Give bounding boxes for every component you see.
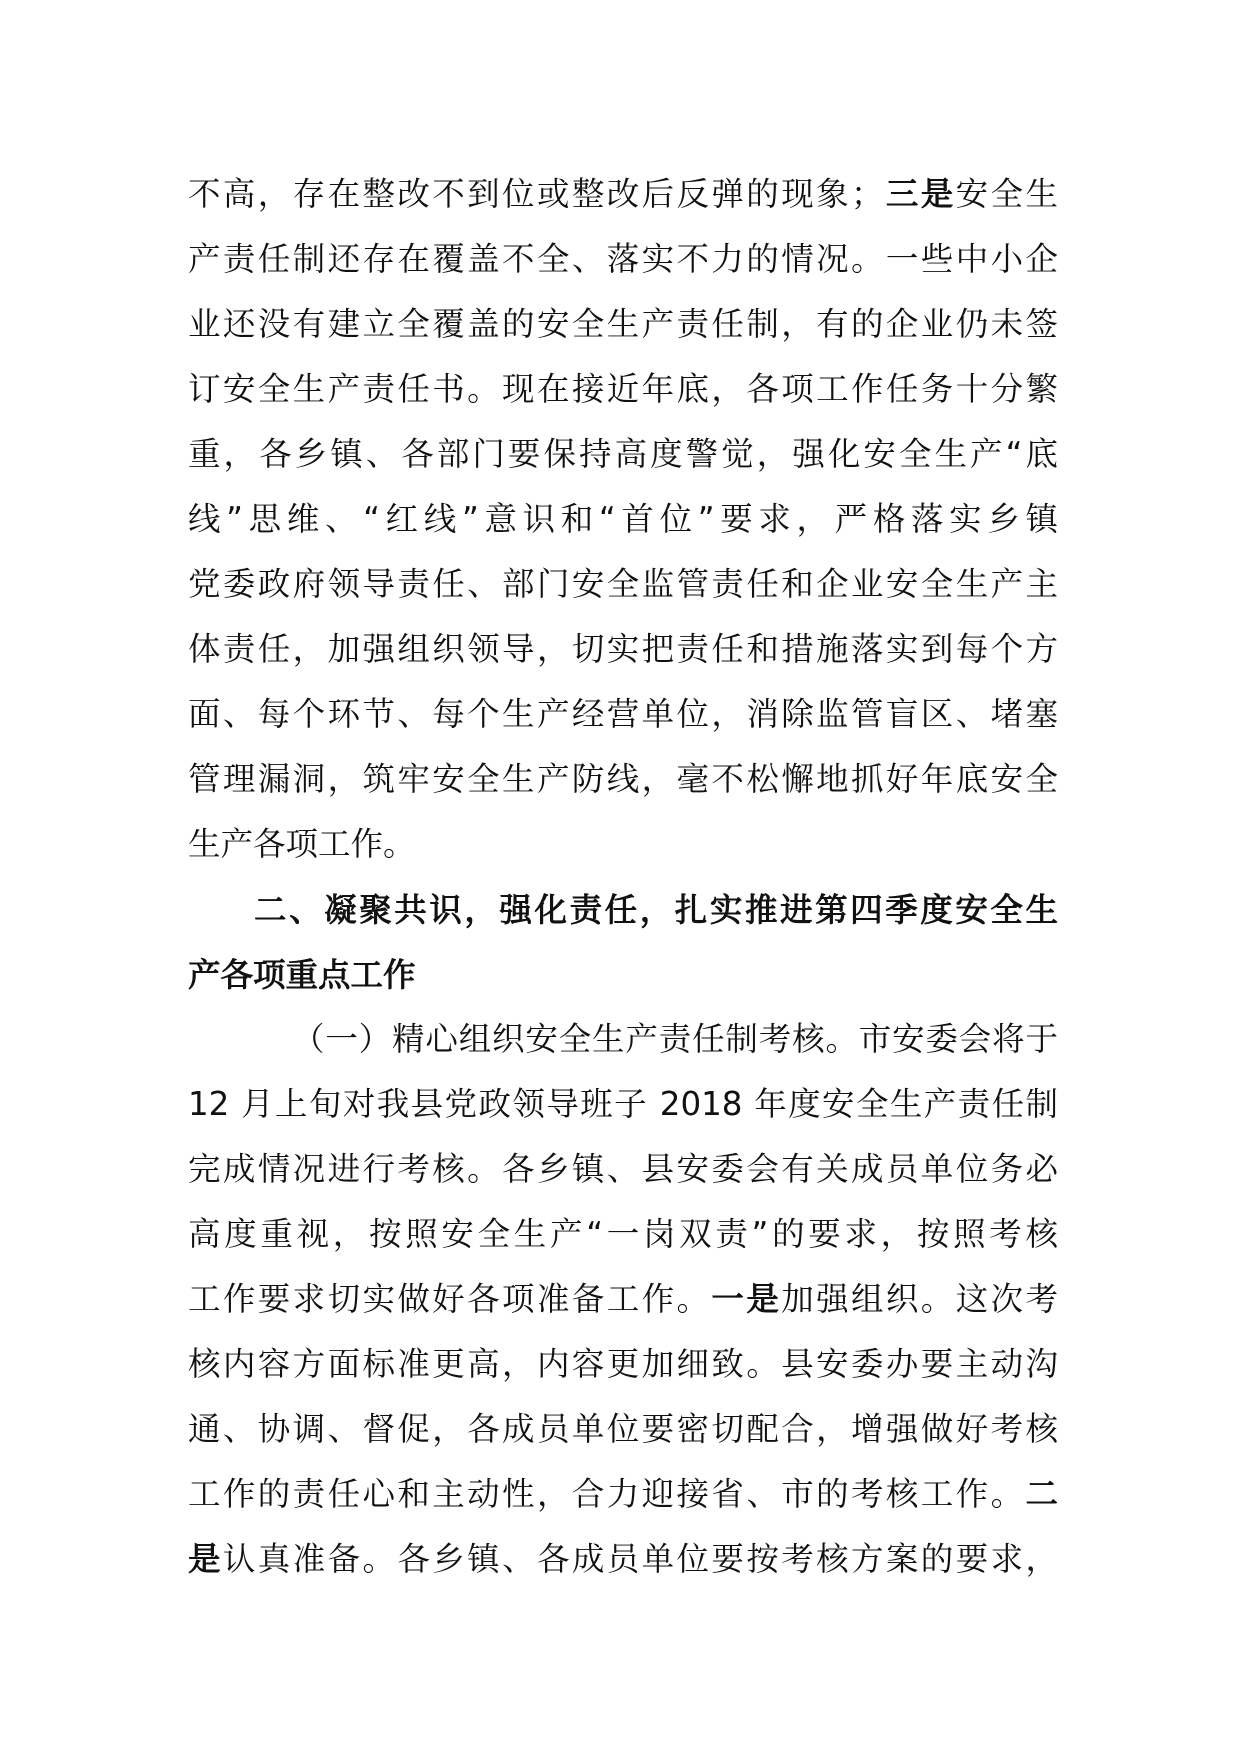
paragraph-line: 12 月上旬对我县党政领导班子 2018 年度安全生产责任制: [188, 1085, 1058, 1123]
text-run: 加强组织。这次考: [781, 1280, 1058, 1318]
paragraph-line: 通、协调、督促，各成员单位要密切配合，增强做好考核: [188, 1410, 1058, 1448]
paragraph-line: [188, 1267, 1058, 1332]
paragraph-line: [188, 162, 1058, 227]
emphasis-text: 三是: [883, 175, 956, 213]
paragraph-line: 党委政府领导责任、部门安全监管责任和企业安全生产主: [188, 565, 1058, 603]
paragraph-line: 订安全生产责任书。现在接近年底，各项工作任务十分繁: [188, 370, 1058, 408]
paragraph-line: 完成情况进行考核。各乡镇、县安委会有关成员单位务必: [188, 1150, 1058, 1188]
emphasis-text: 二: [1025, 1475, 1058, 1513]
paragraph-line: 高度重视，按照安全生产“一岗双责”的要求，按照考核: [188, 1215, 1058, 1253]
text-run: 认真准备。各乡镇、各成员单位要按考核方案的要求，: [222, 1540, 1058, 1578]
paragraph-line: [188, 1462, 1058, 1527]
text-run: 安全生: [955, 175, 1058, 213]
paragraph-line: 管理漏洞，筑牢安全生产防线，毫不松懈地抓好年底安全: [188, 760, 1058, 798]
subsection-title-line: （一）精心组织安全生产责任制考核。市安委会将于: [292, 1020, 1058, 1058]
section-heading: 产各项重点工作: [188, 955, 416, 994]
section-heading: 二、凝聚共识，强化责任，扎实推进第四季度安全生: [254, 890, 1058, 929]
paragraph-line: 线”思维、“红线”意识和“首位”要求，严格落实乡镇: [188, 500, 1058, 538]
paragraph-line: 业还没有建立全覆盖的安全生产责任制，有的企业仍未签: [188, 305, 1058, 343]
paragraph-line: 核内容方面标准更高，内容更加细致。县安委办要主动沟: [188, 1345, 1058, 1383]
text-run: 工作的责任心和主动性，合力迎接省、市的考核工作。: [188, 1475, 1026, 1513]
text-run: 不高，存在整改不到位或整改后反弹的现象；: [188, 175, 884, 213]
document-body: [188, 162, 1058, 1592]
emphasis-text: 一是: [711, 1280, 782, 1318]
paragraph-line: 体责任，加强组织领导，切实把责任和措施落实到每个方: [188, 630, 1058, 668]
paragraph-line: 生产各项工作。: [188, 825, 416, 863]
paragraph-line: [188, 1527, 1058, 1592]
paragraph-line: 产责任制还存在覆盖不全、落实不力的情况。一些中小企: [188, 240, 1058, 278]
paragraph-line: 重，各乡镇、各部门要保持高度警觉，强化安全生产“底: [188, 435, 1058, 473]
paragraph-line: 面、每个环节、每个生产经营单位，消除监管盲区、堵塞: [188, 695, 1058, 733]
text-run: 工作要求切实做好各项准备工作。: [188, 1280, 712, 1318]
emphasis-text: 是: [188, 1540, 223, 1578]
